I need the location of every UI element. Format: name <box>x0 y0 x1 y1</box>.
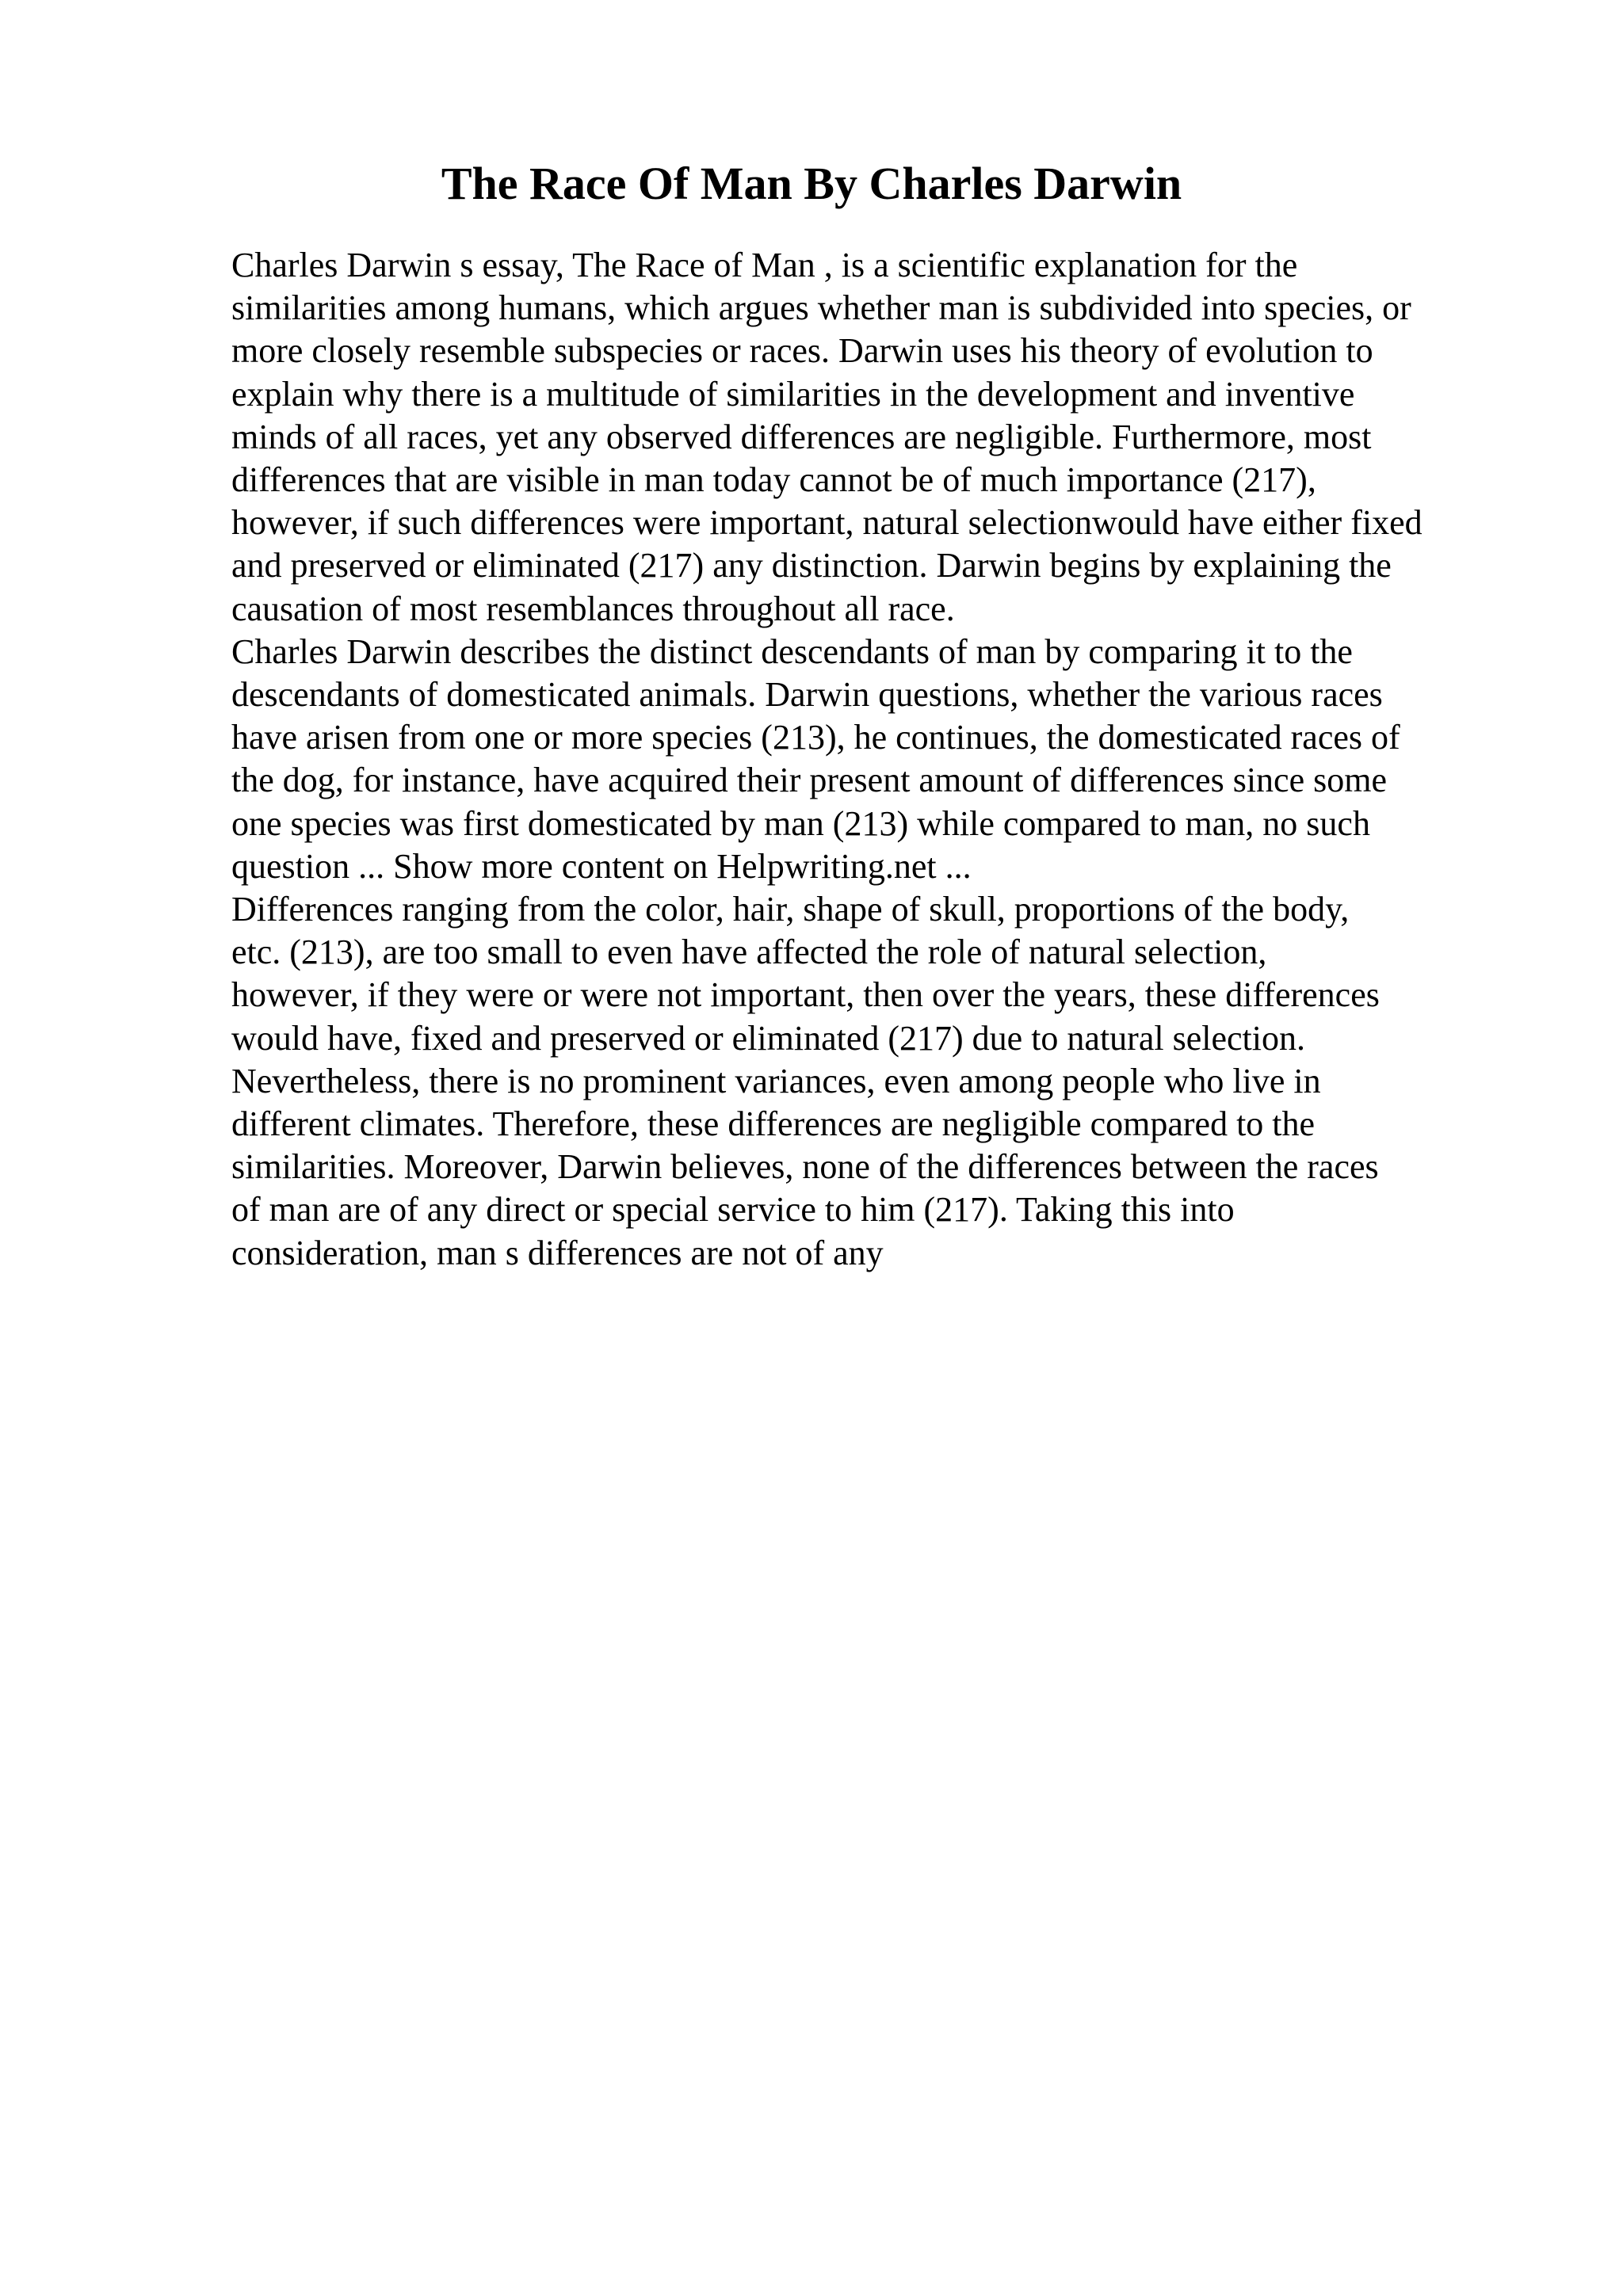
text-line: Charles Darwin describes the distinct descendants of man by comparing it to the <box>231 631 1353 671</box>
text-line: causation of most resemblances throughout all race. <box>231 589 955 628</box>
text-line: descendants of domesticated animals. Darwin questions, whether the various races <box>231 675 1383 715</box>
text-line: and preserved or eliminated (217) any distinction. Darwin begins by explaining the <box>231 546 1392 585</box>
text-line: different climates. Therefore, these differences are negligible compared to the <box>231 1104 1316 1144</box>
text-line: minds of all races, yet any observed differences are negligible. Furthermore, most <box>231 417 1372 456</box>
essay-body <box>231 244 1515 1275</box>
text-line: would have, fixed and preserved or eliminated (217) due to natural selection. <box>231 1018 1305 1058</box>
text-line: of man are of any direct or special service to him (217). Taking this into <box>231 1190 1235 1230</box>
text-line: Nevertheless, there is no prominent variances, even among people who live in <box>231 1061 1321 1100</box>
text-line: however, if such differences were important, natural selectionwould have either fixed <box>231 503 1423 543</box>
text-line: one species was first domesticated by man (213) while compared to man, no such <box>231 803 1370 843</box>
text-line: Differences ranging from the color, hair, shape of skull, proportions of the body, <box>231 890 1350 929</box>
text-line: differences that are visible in man today cannot be of much importance (217), <box>231 460 1316 500</box>
text-line: however, if they were or were not important, then over the years, these differences <box>231 975 1380 1015</box>
text-line: similarities among humans, which argues whether man is subdivided into species, or <box>231 288 1411 328</box>
text-line: explain why there is a multitude of similarities in the development and inventive <box>231 374 1355 414</box>
text-line: consideration, man s differences are not of any <box>231 1233 884 1272</box>
page-title: The Race Of Man By Charles Darwin <box>441 158 1182 209</box>
text-line: the dog, for instance, have acquired their present amount of differences since some <box>231 761 1387 800</box>
text-line: more closely resemble subspecies or races. Darwin uses his theory of evolution to <box>231 331 1373 371</box>
text-line: have arisen from one or more species (213), he continues, the domesticated races of <box>231 718 1400 757</box>
text-line: question ... Show more content on Helpwriting.net ... <box>231 846 972 886</box>
text-line: Charles Darwin s essay, The Race of Man , is a scientific explanation for the <box>231 246 1298 284</box>
text-line: similarities. Moreover, Darwin believes, none of the differences between the races <box>231 1147 1379 1187</box>
text-line: etc. (213), are too small to even have affected the role of natural selection, <box>231 933 1267 972</box>
